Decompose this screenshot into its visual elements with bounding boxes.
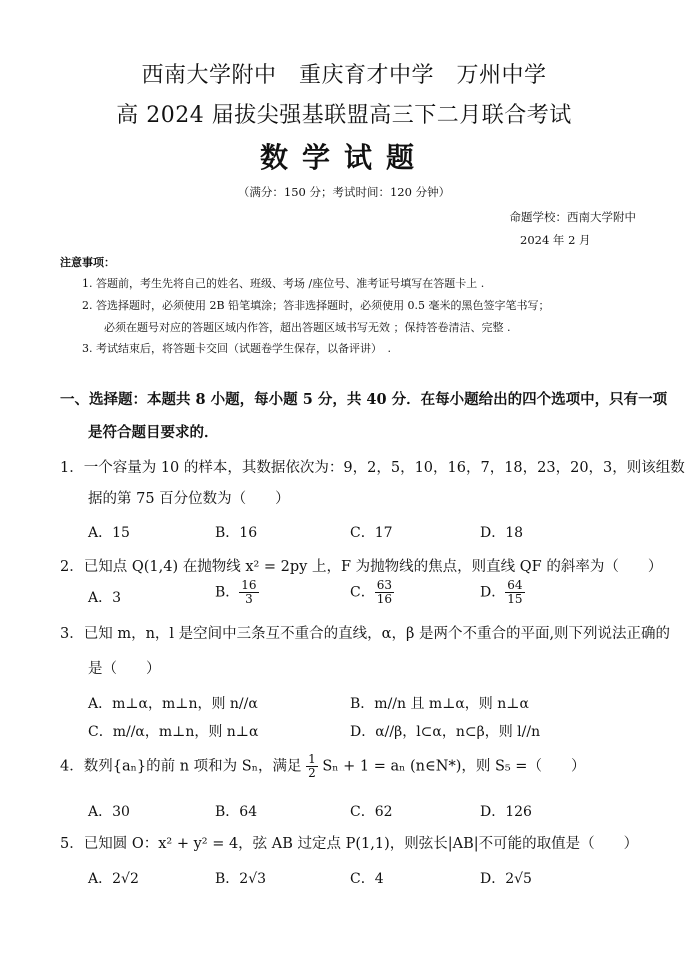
option-d — [480, 579, 525, 606]
option-d: D．α//β，l⊂α，n⊂β，则 l//n — [350, 724, 541, 740]
note-item: 1. 答题前，考生先将自己的姓名、班级、考场 /座位号、准考证号填写在答题卡上 . — [82, 277, 485, 290]
denominator: 2 — [308, 766, 316, 781]
subject-title: 数学试题 — [259, 141, 428, 174]
question-5: 5．已知圆 O：x² + y² = 4，弦 AB 过定点 P(1,1)，则弦长|AB|不可能的取值是（ ） — [60, 836, 639, 852]
section-heading: 一、选择题：本题共 8 小题，每小题 5 分，共 40 分．在每小题给出的四个选项中，只有一项 — [60, 391, 668, 408]
section-heading-cont: 是符合题目要求的． — [88, 424, 219, 441]
option-c: C．17 — [350, 525, 393, 541]
question-3-cont: 是（ ） — [88, 661, 161, 677]
note-item: 必须在题号对应的答题区域内作答，超出答题区域书写无效 ；保持答卷清洁、完整 . — [104, 321, 511, 334]
note-item: 3. 考试结束后，将答题卡交回（试题卷学生保存，以备评讲） . — [82, 342, 391, 355]
fraction — [505, 579, 524, 606]
question-1-cont: 据的第 75 百分位数为（ ） — [88, 491, 290, 507]
question-4-text-a: 4．数列{aₙ}的前 n 项和为 Sₙ，满足 — [60, 758, 302, 775]
question-2: 2．已知点 Q(1,4) 在抛物线 x² = 2py 上，F 为抛物线的焦点，则直线 QF 的斜率为（ ） — [60, 559, 663, 575]
option-a: A．2√2 — [88, 871, 139, 887]
option-c — [350, 579, 394, 606]
exam-name: 高 2024 届拔尖强基联盟高三下二月联合考试 — [116, 103, 572, 128]
question-3: 3．已知 m，n，l 是空间中三条互不重合的直线，α，β 是两个不重合的平面,则下列说法正确的 — [60, 626, 671, 642]
question-4 — [60, 753, 585, 780]
setter-school: 命题学校：西南大学附中 — [509, 210, 636, 224]
option-b — [215, 579, 259, 606]
option-b: B．16 — [215, 525, 258, 541]
option-d: D．2√5 — [480, 871, 532, 887]
note-item: 2. 答选择题时，必须使用 2B 铅笔填涂；答非选择题时，必须使用 0.5 毫米的黑色签字笔书写； — [82, 299, 550, 312]
option-c: C．4 — [350, 871, 384, 887]
option-b: B．m//n 且 m⊥α，则 n⊥α — [350, 696, 529, 712]
school-names: 西南大学附中 重庆育才中学 万州中学 — [141, 63, 547, 88]
exam-info: （满分：150 分；考试时间：120 分钟） — [237, 185, 451, 199]
question-4-text-b: Sₙ + 1 = aₙ (n∈N*)，则 S₅ =（ ） — [322, 758, 586, 775]
option-a: A．m⊥α，m⊥n，则 n//α — [88, 696, 258, 712]
option-d: D．126 — [480, 804, 532, 820]
denominator: 15 — [507, 592, 523, 607]
denominator: 3 — [245, 592, 253, 607]
option-c: C．62 — [350, 804, 393, 820]
numerator: 16 — [241, 578, 257, 592]
notes-title: 注意事项： — [60, 256, 115, 269]
question-1: 1．一个容量为 10 的样本，其数据依次为：9，2，5，10，16，7，18，23，20，3，则该组数 — [60, 460, 685, 476]
option-label: C． — [350, 584, 375, 601]
option-a: A．30 — [88, 804, 130, 820]
fraction — [375, 579, 394, 606]
numerator: 64 — [507, 578, 523, 592]
fraction — [306, 753, 318, 780]
option-a: A．15 — [88, 525, 130, 541]
option-a: A．3 — [88, 590, 122, 606]
option-d: D．18 — [480, 525, 524, 541]
fraction — [239, 579, 258, 606]
option-b: B．64 — [215, 804, 258, 820]
numerator: 1 — [308, 752, 316, 766]
denominator: 16 — [376, 592, 392, 607]
option-label: B． — [215, 584, 240, 601]
numerator: 63 — [376, 578, 392, 592]
option-c: C．m//α，m⊥n，则 n⊥α — [88, 724, 259, 740]
option-label: D． — [480, 584, 506, 601]
option-b: B．2√3 — [215, 871, 267, 887]
exam-date: 2024 年 2 月 — [520, 233, 591, 247]
